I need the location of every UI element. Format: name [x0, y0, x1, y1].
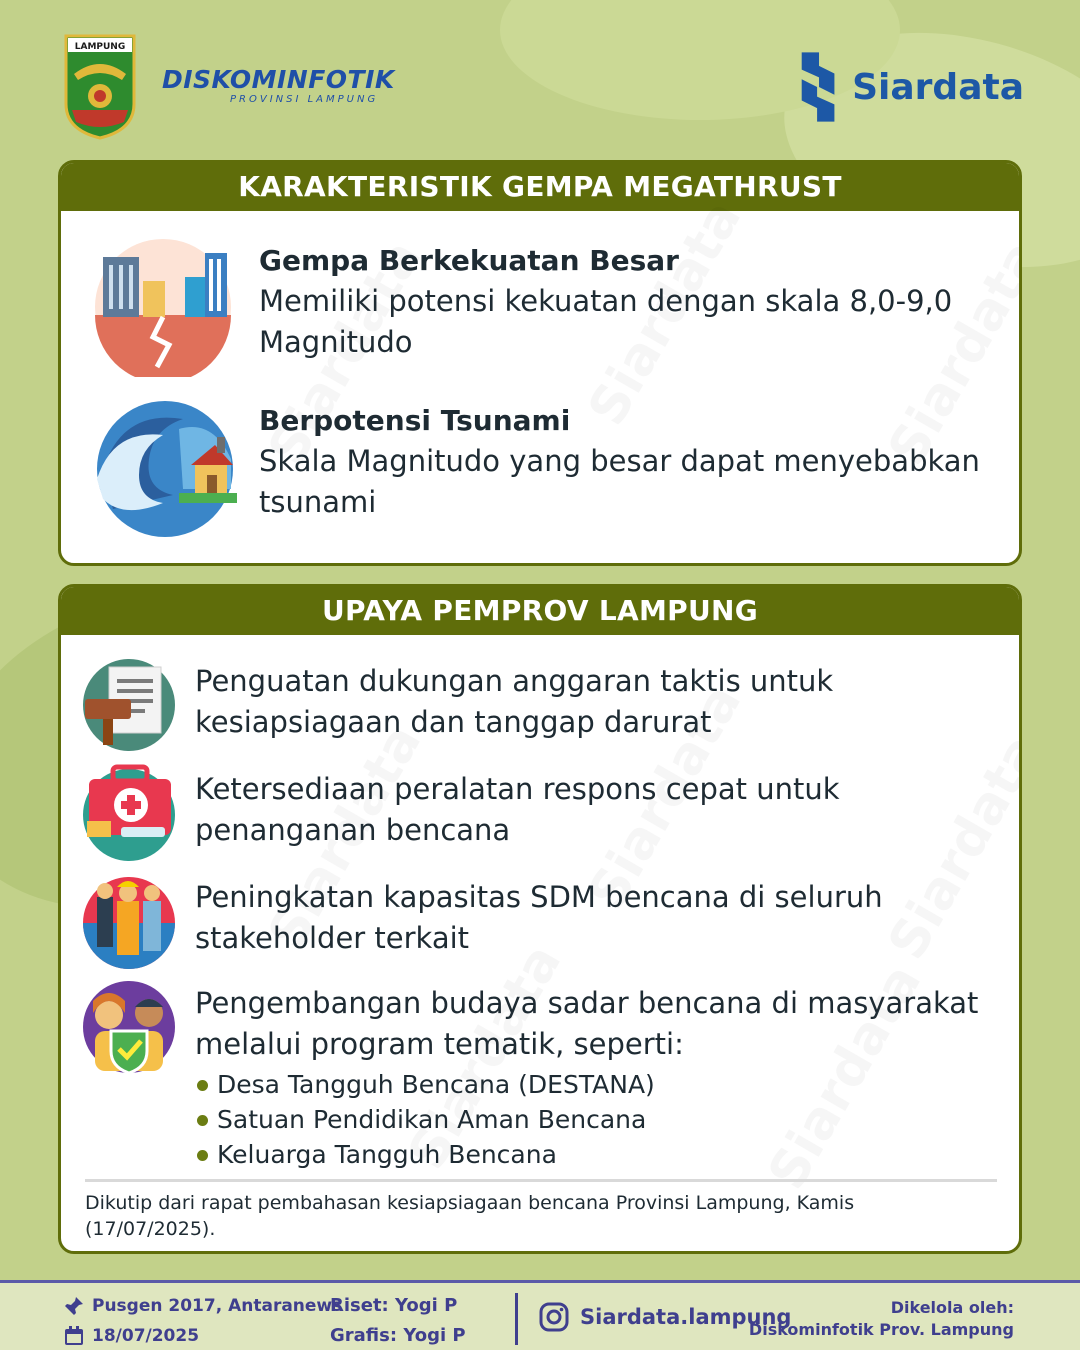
- header: [0, 0, 1080, 150]
- footer-source: [64, 1291, 342, 1350]
- diskominfotik-title: DISKOMINFOTIK: [162, 65, 395, 94]
- instagram-icon: [538, 1301, 570, 1333]
- characteristic-text: Memiliki potensi kekuatan dengan skala 8,0-9,0 Magnitudo: [259, 284, 953, 359]
- lampung-emblem-logo: [64, 34, 136, 140]
- footer: [0, 1280, 1080, 1350]
- effort-text: Pengembangan budaya sadar bencana di masyarakat melalui program tematik, seperti:: [195, 986, 979, 1061]
- source-note: Dikutip dari rapat pembahasan kesiapsiagaan bencana Provinsi Lampung, Kamis (17/07/2025).: [85, 1192, 855, 1240]
- tsunami-icon: [93, 399, 237, 539]
- effort-text: Ketersediaan peralatan respons cepat untuk penanganan bencana: [195, 772, 840, 847]
- grafis-credit: Grafis: Yogi P: [330, 1325, 466, 1346]
- program-list-item: Satuan Pendidikan Aman Bencana: [195, 1102, 1005, 1137]
- footer-managed: [749, 1297, 1014, 1341]
- program-list-item: Desa Tangguh Bencana (DESTANA): [195, 1067, 1005, 1102]
- rescue-workers-icon: [81, 867, 177, 971]
- diskominfotik-logo: [162, 66, 452, 110]
- efforts-card: [58, 584, 1022, 1254]
- divider: [85, 1179, 997, 1182]
- community-shield-icon: [81, 979, 177, 1075]
- siardata-logo: [794, 46, 1024, 128]
- program-list-item: Keluarga Tangguh Bencana: [195, 1137, 1005, 1172]
- earthquake-icon: [93, 237, 233, 377]
- characteristic-text: Skala Magnitudo yang besar dapat menyebabkan tsunami: [259, 444, 980, 519]
- budget-document-icon: [81, 657, 177, 753]
- date-text: 18/07/2025: [92, 1326, 200, 1346]
- riset-credit: Riset: Yogi P: [330, 1295, 458, 1316]
- footer-separator: [515, 1293, 518, 1345]
- characteristic-item: [259, 241, 999, 363]
- diskominfotik-subtitle: PROVINSI LAMPUNG: [230, 94, 379, 105]
- siardata-mark-icon: [794, 47, 842, 127]
- program-list: [195, 1067, 1005, 1172]
- effort-text: Penguatan dukungan anggaran taktis untuk kesiapsiagaan dan tanggap darurat: [195, 664, 834, 739]
- characteristic-title: Gempa Berkekuatan Besar: [259, 244, 679, 277]
- managed-by: Diskominfotik Prov. Lampung: [748, 1320, 1014, 1339]
- characteristic-title: Berpotensi Tsunami: [259, 404, 571, 437]
- pin-icon: [64, 1296, 84, 1316]
- effort-item: [195, 983, 1005, 1172]
- first-aid-kit-icon: [81, 763, 177, 863]
- footer-credits: [330, 1291, 466, 1350]
- emblem-label: LAMPUNG: [74, 42, 126, 52]
- characteristics-card: [58, 160, 1022, 566]
- effort-text: Peningkatan kapasitas SDM bencana di seluruh stakeholder terkait: [195, 880, 883, 955]
- source-text: Pusgen 2017, Antaranews: [92, 1296, 343, 1316]
- efforts-title: UPAYA PEMPROV LAMPUNG: [61, 587, 1019, 635]
- effort-item: [195, 661, 1005, 743]
- instagram-text: Siardata.lampung: [580, 1305, 792, 1329]
- effort-item: [195, 877, 1005, 959]
- characteristics-title: KARAKTERISTIK GEMPA MEGATHRUST: [61, 163, 1019, 211]
- characteristic-item: [259, 401, 999, 523]
- siardata-wordmark: Siardata: [852, 66, 1024, 108]
- managed-label: Dikelola oleh:: [890, 1298, 1014, 1317]
- effort-item: [195, 769, 1005, 851]
- calendar-icon: [64, 1326, 84, 1346]
